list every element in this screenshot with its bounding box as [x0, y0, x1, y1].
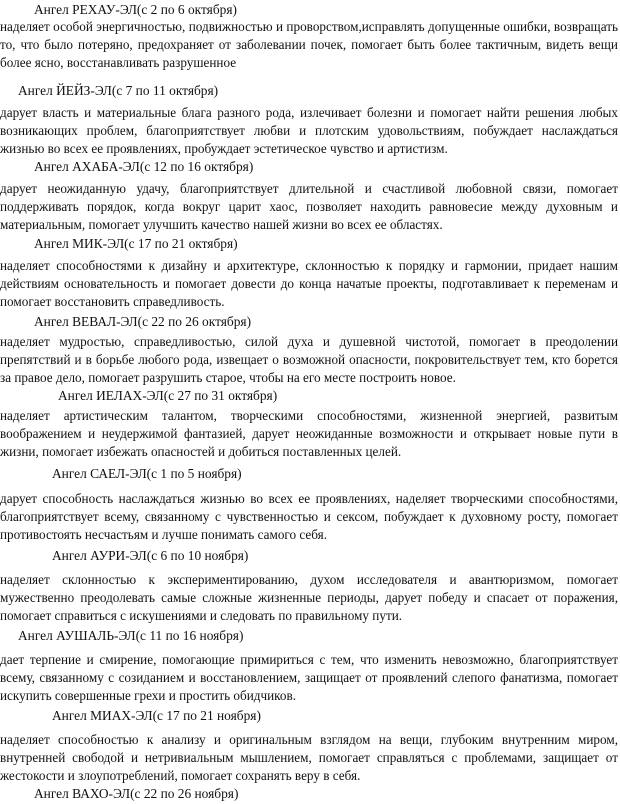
angel-heading: Ангел АУШАЛЬ-ЭЛ(с 11 по 16 ноября) [18, 628, 244, 643]
angel-description: наделяет мудростью, справедливостью, силой духа и душевной чистотой, помогает в преодолении препятствий и в борьбе любого рода, извещает о возможной опасности, покровительствует тем, кто борется за правое дело, помогает разрушить старое, чтобы на его месте построить новое. [0, 334, 618, 385]
angel-description: дарует власть и материальные блага разного рода, излечивает болезни и помогает найти решения любых возникающих проблем, благоприятствует любви и плотским удовольствиям, побуждает наслаждаться жизнью во всех ее проявлениях, пробуждает эстетическое чувство и артистизм. [0, 105, 618, 156]
angel-description: наделяет способностью к анализу и оригинальным взглядом на вещи, глубоким внутренним миром, внутренней свободой и нетривиальным мышлением, помогает справляться с проблемами, защищает от жестокости и злоупотреблений, помогает сохранять веру в себя. [0, 732, 618, 783]
angel-description: наделяет артистическим талантом, творческими способностями, жизненной энергией, развитым воображением и неудержимой фантазией, дарует неожиданные возможности и открывает новые пути в жизни, помогает избежать опасностей и добиться поставленных целей. [0, 408, 618, 459]
angel-description: дарует способность наслаждаться жизнью во всех ее проявлениях, наделяет творческими способностями, благоприятствует всему, связанному с чувственностью и сексом, побуждает к духовному росту, помогает противостоять несчастьям и лучше понимать самого себя. [0, 491, 618, 542]
angel-heading: Ангел САЕЛ-ЭЛ(с 1 по 5 ноября) [52, 466, 242, 481]
angel-heading: Ангел ЙЕЙЗ-ЭЛ(с 7 по 11 октября) [18, 83, 219, 98]
angel-heading: Ангел РЕХАУ-ЭЛ(с 2 по 6 октября) [34, 2, 237, 17]
angel-heading: Ангел ИЕЛАХ-ЭЛ(с 27 по 31 октября) [58, 388, 278, 403]
angel-heading: Ангел ВЕВАЛ-ЭЛ(с 22 по 26 октября) [34, 314, 252, 329]
angel-description: дарует неожиданную удачу, благоприятствует длительной и счастливой любовной связи, помогает поддерживать порядок, когда вокруг царит хаос, позволяет находить равновесие между духовным и материальным, помогает улучшить качество нашей жизни во всех ее областях. [0, 181, 618, 232]
angel-heading: Ангел АХАБА-ЭЛ(с 12 по 16 октября) [34, 159, 254, 174]
angel-heading: Ангел ВАХО-ЭЛ(с 22 по 26 ноября) [34, 786, 239, 801]
angel-description: дает терпение и смирение, помогающие примириться с тем, что изменить невозможно, благоприятствует всему, связанному с созиданием и восстановлением, защищает от проявлений слепого фанатизма, помогает искупить совершенные грехи и простить обидчиков. [0, 652, 618, 703]
angel-description: наделяет особой энергичностью, подвижностью и проворством,исправлять допущенные ошибки, возвращать то, что было потеряно, предохраняет от заболевании почек, помогает быть более тактичным, видеть вещи более ясно, восстанавливать разрушенное [0, 19, 618, 70]
angel-heading: Ангел МИАХ-ЭЛ(с 17 по 21 ноября) [52, 708, 261, 723]
angel-description: наделяет склонностью к экспериментированию, духом исследователя и авантюризмом, помогает мужественно преодолевать самые сложные жизненные периоды, дарует победу и спасает от поражения, помогает справиться с искушениями и следовать по правильному пути. [0, 572, 618, 623]
angel-description: наделяет способностями к дизайну и архитектуре, склонностью к порядку и гармонии, придает нашим действиям основательность и помогает довести до конца начатые проекты, подготавливает к переменам и помогает восстановить справедливость. [0, 258, 618, 309]
angel-heading: Ангел МИК-ЭЛ(с 17 по 21 октября) [34, 236, 238, 251]
angel-heading: Ангел АУРИ-ЭЛ(с 6 по 10 ноября) [52, 548, 249, 563]
